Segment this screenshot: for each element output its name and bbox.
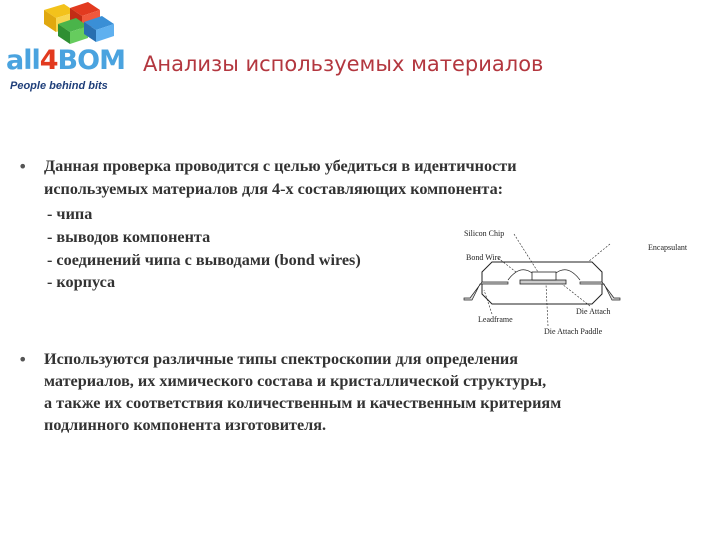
leader-silicon-chip [514,234,538,272]
bullet1-line-5: - соединений чипа с выводами (bond wires) [47,251,361,269]
bullet2-line-4: подлинного компонента изготовителя. [44,416,327,434]
bullet-icon: • [18,157,28,176]
label-silicon-chip: Silicon Chip [464,229,505,238]
bullet2-line-3: а также их соответствия количественным и качественным критериям [44,394,562,412]
label-encapsulant: Encapsulant [648,243,688,252]
bullet1-line-1: Данная проверка проводится с целью убедиться в идентичности [44,157,517,175]
package-cross-section-diagram [462,224,702,336]
bullet1-line-6: - корпуса [47,273,116,291]
leader-encapsulant [588,244,610,262]
leader-leadframe [484,290,492,314]
lead-right [580,282,620,300]
bullet2-line-1: Используются различные типы спектроскопии для определения [44,350,519,368]
logo-wordmark [6,46,125,76]
bullet2-line-2: материалов, их химического состава и кристаллической структуры, [44,372,547,390]
bullet1-line-3: - чипа [47,205,93,223]
logo-text-4: 4 [39,45,58,76]
silicon-chip-shape [532,272,556,280]
all4bom-logo [4,0,126,96]
bullet1-line-2: используемых материалов для 4-х составляющих компонента: [44,180,504,198]
bond-wire-right [556,270,580,280]
logo-tagline: People behind bits [10,80,108,92]
logo-text-all: all [6,45,40,76]
leader-die-attach [562,284,590,306]
logo-cubes-icon [36,0,116,44]
die-attach-paddle-shape [520,280,566,284]
page-title: Анализы используемых материалов [143,52,544,76]
bullet-icon: • [18,350,28,369]
leader-die-attach-paddle [546,284,548,326]
label-die-attach: Die Attach [576,307,611,316]
bond-wire-left [508,270,532,280]
logo-text-bom: BOM [57,45,125,76]
label-die-attach-paddle: Die Attach Paddle [544,327,603,336]
bullet1-line-4: - выводов компонента [47,228,211,246]
label-bond-wire: Bond Wire [466,253,501,262]
label-leadframe: Leadframe [478,315,513,324]
